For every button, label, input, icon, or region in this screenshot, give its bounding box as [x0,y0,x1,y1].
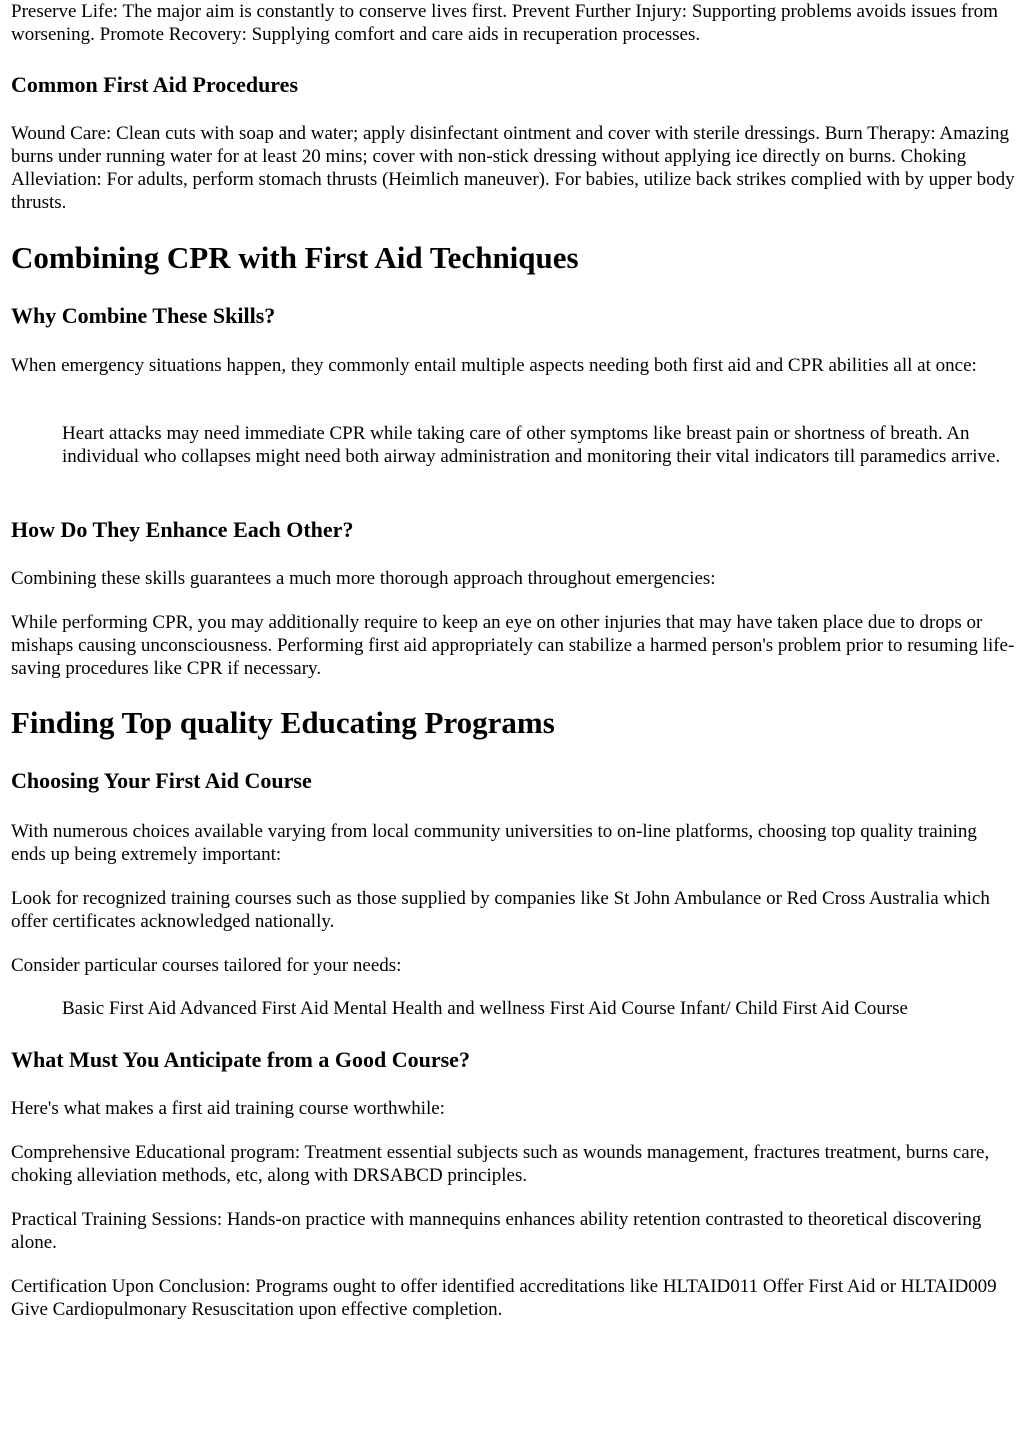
common-procedures-paragraph: Wound Care: Clean cuts with soap and water; apply disinfectant ointment and cover with sterile dressings. Burn Therapy: Amazing burns under running water for at least 20 mins; cover with non-stick dressing without applying ice directly on burns. Choking Alleviation: For adults, perform stomach thrusts (Heimlich maneuver). For babies, utilize back strikes complied with by upper body thrusts. [11,123,1015,213]
choosing-course-heading: Choosing Your First Aid Course [11,768,312,793]
combining-heading: Combining CPR with First Aid Techniques [11,240,579,275]
choosing-paragraph-3: Consider particular courses tailored for your needs: [11,955,402,976]
anticipate-paragraph-3: Practical Training Sessions: Hands-on practice with mannequins enhances ability retention contrasted to theoretical discovering alone. [11,1209,982,1253]
anticipate-paragraph-2: Comprehensive Educational program: Treatment essential subjects such as wounds management, fractures treatment, burns care, choking alleviation methods, etc, along with DRSABCD principles. [11,1142,990,1186]
choosing-paragraph-1: With numerous choices available varying from local community universities to on-line platforms, choosing top quality training ends up being extremely important: [11,821,977,865]
anticipate-heading: What Must You Anticipate from a Good Course? [11,1047,470,1072]
enhance-heading: How Do They Enhance Each Other? [11,517,354,542]
common-procedures-heading: Common First Aid Procedures [11,72,298,97]
programs-heading: Finding Top quality Educating Programs [11,705,555,740]
anticipate-paragraph-1: Here's what makes a first aid training course worthwhile: [11,1098,445,1119]
course-list-blockquote: Basic First Aid Advanced First Aid Mental Health and wellness First Aid Course Infant/ Child First Aid Course [62,998,908,1019]
enhance-paragraph-1: Combining these skills guarantees a much more thorough approach throughout emergencies: [11,568,716,589]
enhance-paragraph-2: While performing CPR, you may additionally require to keep an eye on other injuries that may have taken place due to drops or mishaps causing unconsciousness. Performing first aid appropriately can stabilize a harmed person's problem prior to resuming life-saving procedures like CPR if necessary. [11,612,1015,679]
choosing-paragraph-2: Look for recognized training courses such as those supplied by companies like St John Ambulance or Red Cross Australia which offer certificates acknowledged nationally. [11,888,990,932]
intro-paragraph: Preserve Life: The major aim is constantly to conserve lives first. Prevent Further Injury: Supporting problems avoids issues from worsening. Promote Recovery: Supplying comfort and care aids in recuperation processes. [11,1,998,45]
anticipate-paragraph-4: Certification Upon Conclusion: Programs ought to offer identified accreditations like HLTAID011 Offer First Aid or HLTAID009 Give Cardiopulmonary Resuscitation upon effective completion. [11,1276,997,1320]
why-combine-blockquote: Heart attacks may need immediate CPR while taking care of other symptoms like breast pain or shortness of breath. An individual who collapses might need both airway administration and monitoring their vital indicators till paramedics arrive. [62,423,1001,467]
why-combine-paragraph: When emergency situations happen, they commonly entail multiple aspects needing both first aid and CPR abilities all at once: [11,355,977,376]
why-combine-heading: Why Combine These Skills? [11,303,276,328]
